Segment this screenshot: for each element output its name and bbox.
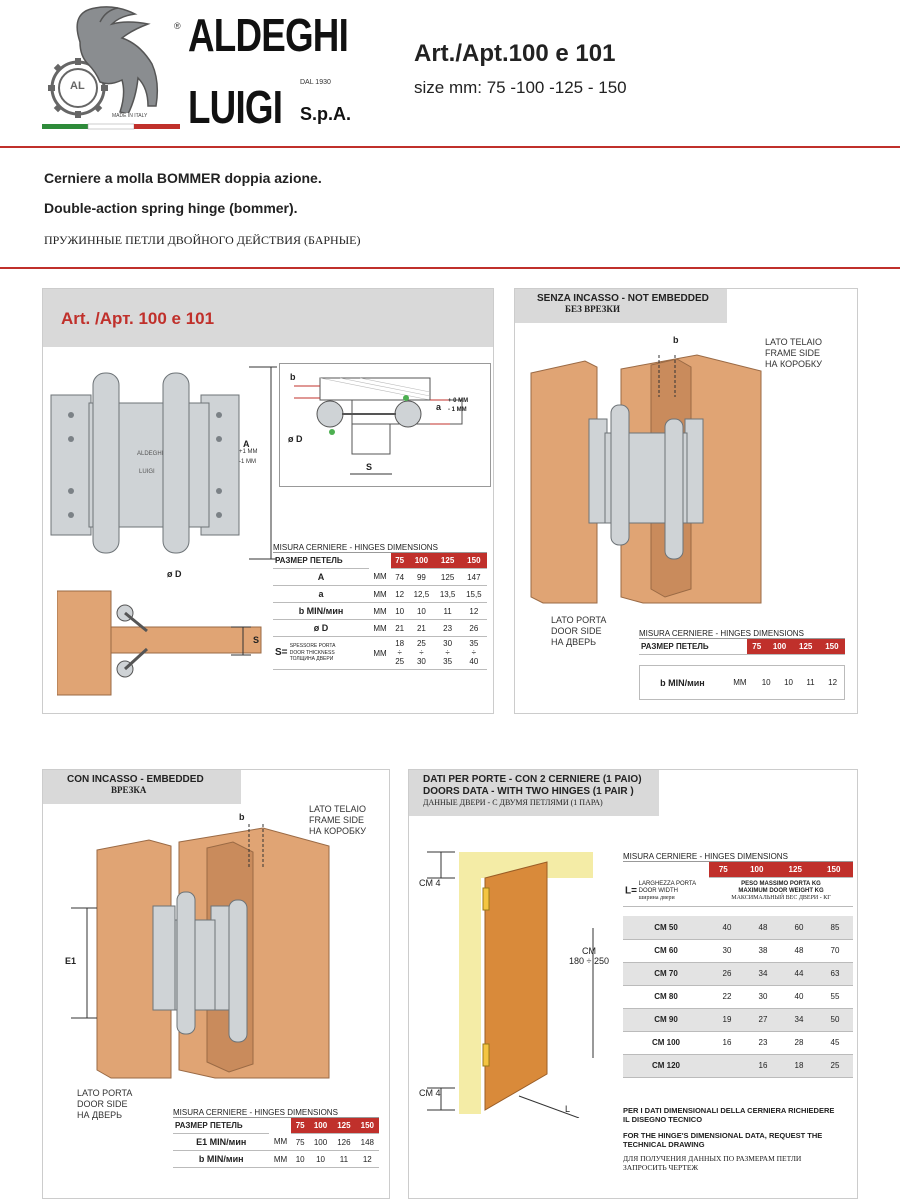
brand-spa: S.p.A.	[300, 104, 352, 124]
table-row: b MIN/мин MM 10 10 11 12	[640, 666, 845, 700]
made-in-italy: MADE IN ITALY	[112, 113, 148, 119]
table-row: b MIN/мин MM 10 10 11 12	[273, 603, 487, 620]
dim-cm4-top: CM 4	[419, 878, 441, 888]
panel3-title-ru: ВРЕЗКА	[111, 785, 147, 795]
panel-embedded	[42, 769, 390, 1199]
panel2-table-body	[639, 665, 845, 700]
table-row: CM 70 26 34 44 63	[623, 962, 853, 985]
table-row: ø D MM 21 21 23 26	[273, 620, 487, 637]
panel2-table	[639, 629, 845, 655]
panel3-door-side: LATO PORTA DOOR SIDE НА ДВЕРЬ	[77, 1088, 133, 1120]
article-title: Art./Apt.100 e 101	[414, 40, 616, 67]
panel2-door-frame-icon	[525, 349, 765, 609]
bottom-dim-S: S	[253, 635, 260, 645]
registered-mark: ®	[174, 21, 181, 31]
table-row: b MIN/мин MM 10 10 11 12	[173, 1151, 379, 1168]
note-english-2: TECHNICAL DRAWING	[623, 1140, 705, 1150]
dim-A-label: A	[243, 439, 250, 449]
panel4-title-ru: ДАННЫЕ ДВЕРИ - С ДВУМЯ ПЕТЛЯМИ (1 ПАРА)	[423, 798, 603, 807]
note-english-1: FOR THE HINGE'S DIMENSIONAL DATA, REQUEST THE	[623, 1130, 823, 1140]
panel4-title-en: DOORS DATA - WITH TWO HINGES (1 PAIR )	[423, 786, 634, 797]
table-row: CM 100 16 23 28 45	[623, 1031, 853, 1054]
desc-english: Double-action spring hinge (bommer).	[44, 200, 298, 216]
desc-russian: ПРУЖИННЫЕ ПЕТЛИ ДВОЙНОГО ДЕЙСТВИЯ (БАРНЫЕ)	[44, 233, 361, 247]
panel4-table-body	[623, 916, 853, 1078]
panel3-frame-side: LATO TELAIO FRAME SIDE НА КОРОБКУ	[309, 804, 367, 836]
panel4-table-title: MISURA CERNIERE - HINGES DIMENSIONS	[623, 852, 853, 862]
table-row: CM 50 40 48 60 85	[623, 916, 853, 939]
article-sizes: size mm: 75 -100 -125 - 150	[414, 78, 627, 97]
panel3-door-frame-icon	[83, 824, 343, 1084]
panel3-table-subtitle: РАЗМЕР ПЕТЕЛЬ	[173, 1118, 269, 1134]
panel-door-data	[408, 769, 858, 1199]
dim-cm-height: CM 180 ÷ 250	[569, 946, 609, 966]
table-row: CM 60 30 38 48 70	[623, 939, 853, 962]
brand-name-line2: LUIGI	[188, 81, 283, 133]
panel2-title-ru: БЕЗ ВРЕЗКИ	[565, 304, 620, 314]
table-row: CM 90 19 27 34 50	[623, 1008, 853, 1031]
bottom-dim-D: ø D	[167, 569, 182, 579]
panel2-title-bar	[515, 289, 727, 323]
panel3-table	[173, 1108, 379, 1168]
panel3-title-bar	[43, 770, 241, 804]
brand-since: DAL 1930	[300, 79, 331, 86]
brand-name-line1: ALDEGHI	[188, 9, 348, 61]
size-100: 100	[766, 639, 792, 655]
dim-L: L	[565, 1104, 571, 1114]
size-150: 150	[461, 553, 487, 569]
size-75: 75	[709, 862, 738, 878]
dim-A-tol-minus: -1 MM	[239, 459, 256, 465]
table-row: E1 MIN/мин MM 75 100 126 148	[173, 1134, 379, 1151]
section-dim-S: S	[366, 462, 373, 472]
size-75: 75	[747, 639, 766, 655]
svg-text:ALDEGHI: ALDEGHI	[137, 451, 164, 457]
panel2-door-side: LATO PORTA DOOR SIDE НА ДВЕРЬ	[551, 615, 607, 647]
size-125: 125	[332, 1118, 355, 1134]
panel1-table-title: MISURA CERNIERE - HINGES DIMENSIONS	[273, 543, 487, 553]
section-dim-a: a	[436, 402, 442, 412]
panel3-dim-b: b	[239, 812, 245, 822]
size-150: 150	[814, 862, 853, 878]
section-dim-a-tol-minus: - 1 MM	[448, 407, 467, 413]
panel3-dim-E1: E1	[65, 956, 77, 966]
section-dim-b: b	[290, 372, 296, 382]
section-detail-box	[279, 363, 491, 487]
note-italian-1: PER I DATI DIMENSIONALI DELLA CERNIERA RICHIEDERE	[623, 1106, 835, 1115]
panel4-notes	[623, 1106, 855, 1172]
dim-A-tol-plus: +1 MM	[239, 449, 258, 455]
panel-hinge-dimensions	[42, 288, 494, 714]
panel2-table-title: MISURA CERNIERE - HINGES DIMENSIONS	[639, 629, 845, 639]
panel3-table-title: MISURA CERNIERE - HINGES DIMENSIONS	[173, 1108, 379, 1118]
header-divider	[0, 146, 900, 148]
table-row-thickness: S= SPESSORE PORTA DOOR THICKNESS ТОЛЩИНА ДВЕРИ MM 18 ÷ 25 25 ÷ 30 30 ÷ 35 35 ÷ 40	[273, 637, 487, 670]
note-russian-2: ЗАПРОСИТЬ ЧЕРТЕЖ	[623, 1162, 699, 1172]
panel1-title: Art. /Арт. 100 e 101	[61, 309, 215, 328]
logo-letters: AL	[70, 80, 85, 92]
size-125: 125	[435, 553, 461, 569]
size-100: 100	[408, 553, 434, 569]
size-125: 125	[793, 639, 819, 655]
table-row: a MM 12 12,5 13,5 15,5	[273, 586, 487, 603]
table-row: CM 80 22 30 40 55	[623, 985, 853, 1008]
panel1-title-bar	[43, 289, 493, 347]
panel2-dim-b: b	[673, 335, 679, 345]
size-75: 75	[391, 553, 408, 569]
size-125: 125	[776, 862, 814, 878]
pegasus-logo-icon	[40, 2, 190, 130]
size-75: 75	[291, 1118, 308, 1134]
panel1-table	[273, 543, 487, 670]
desc-divider	[0, 267, 900, 269]
size-100: 100	[309, 1118, 332, 1134]
size-150: 150	[819, 639, 845, 655]
panel3-title-en: CON INCASSO - EMBEDDED	[67, 774, 204, 785]
svg-text:LUIGI: LUIGI	[139, 469, 155, 475]
brand-logo	[40, 2, 190, 130]
table-row: CM 120 16 18 25	[623, 1054, 853, 1077]
panel-not-embedded	[514, 288, 858, 714]
note-russian-1: ДЛЯ ПОЛУЧЕНИЯ ДАННЫХ ПО РАЗМЕРАМ ПЕТЛИ	[623, 1153, 802, 1163]
panel4-title-it: DATI PER PORTE - CON 2 CERNIERE (1 PAIO)	[423, 774, 642, 785]
size-150: 150	[356, 1118, 379, 1134]
panel4-table: MISURA CERNIERE - HINGES DIMENSIONS 75 100 125 150 L= LARGHEZZA PORTA DOOR WIDTH ширина двери PESO MASSIMO PORTA KG MAXIMUM DOOR WEIGHT KG МАКСИМАЛЬНЫЙ ВЕС ДВЕРИ - КГ	[623, 852, 853, 907]
dim-s-bracket-icon	[231, 625, 255, 665]
section-dim-a-tol-plus: + 0 MM	[448, 398, 469, 404]
size-100: 100	[738, 862, 776, 878]
section-dim-D: ø D	[288, 434, 303, 444]
panel4-title-bar	[409, 770, 659, 816]
note-italian-2: IL DISEGNO TECNICO	[623, 1115, 703, 1125]
dim-cm4-bottom: CM 4	[419, 1088, 441, 1098]
panel1-table-subtitle: РАЗМЕР ПЕТЕЛЬ	[273, 553, 369, 569]
desc-italian: Cerniere a molla BOMMER doppia azione.	[44, 170, 322, 186]
table-row: A MM 74 99 125 147	[273, 569, 487, 586]
panel2-title-en: SENZA INCASSO - NOT EMBEDDED	[537, 293, 709, 304]
panel2-table-subtitle: РАЗМЕР ПЕТЕЛЬ	[639, 639, 747, 655]
panel2-frame-side: LATO TELAIO FRAME SIDE НА КОРОБКУ	[765, 337, 823, 369]
hinge-section-icon	[280, 364, 490, 486]
door-elevation-icon	[419, 848, 619, 1118]
